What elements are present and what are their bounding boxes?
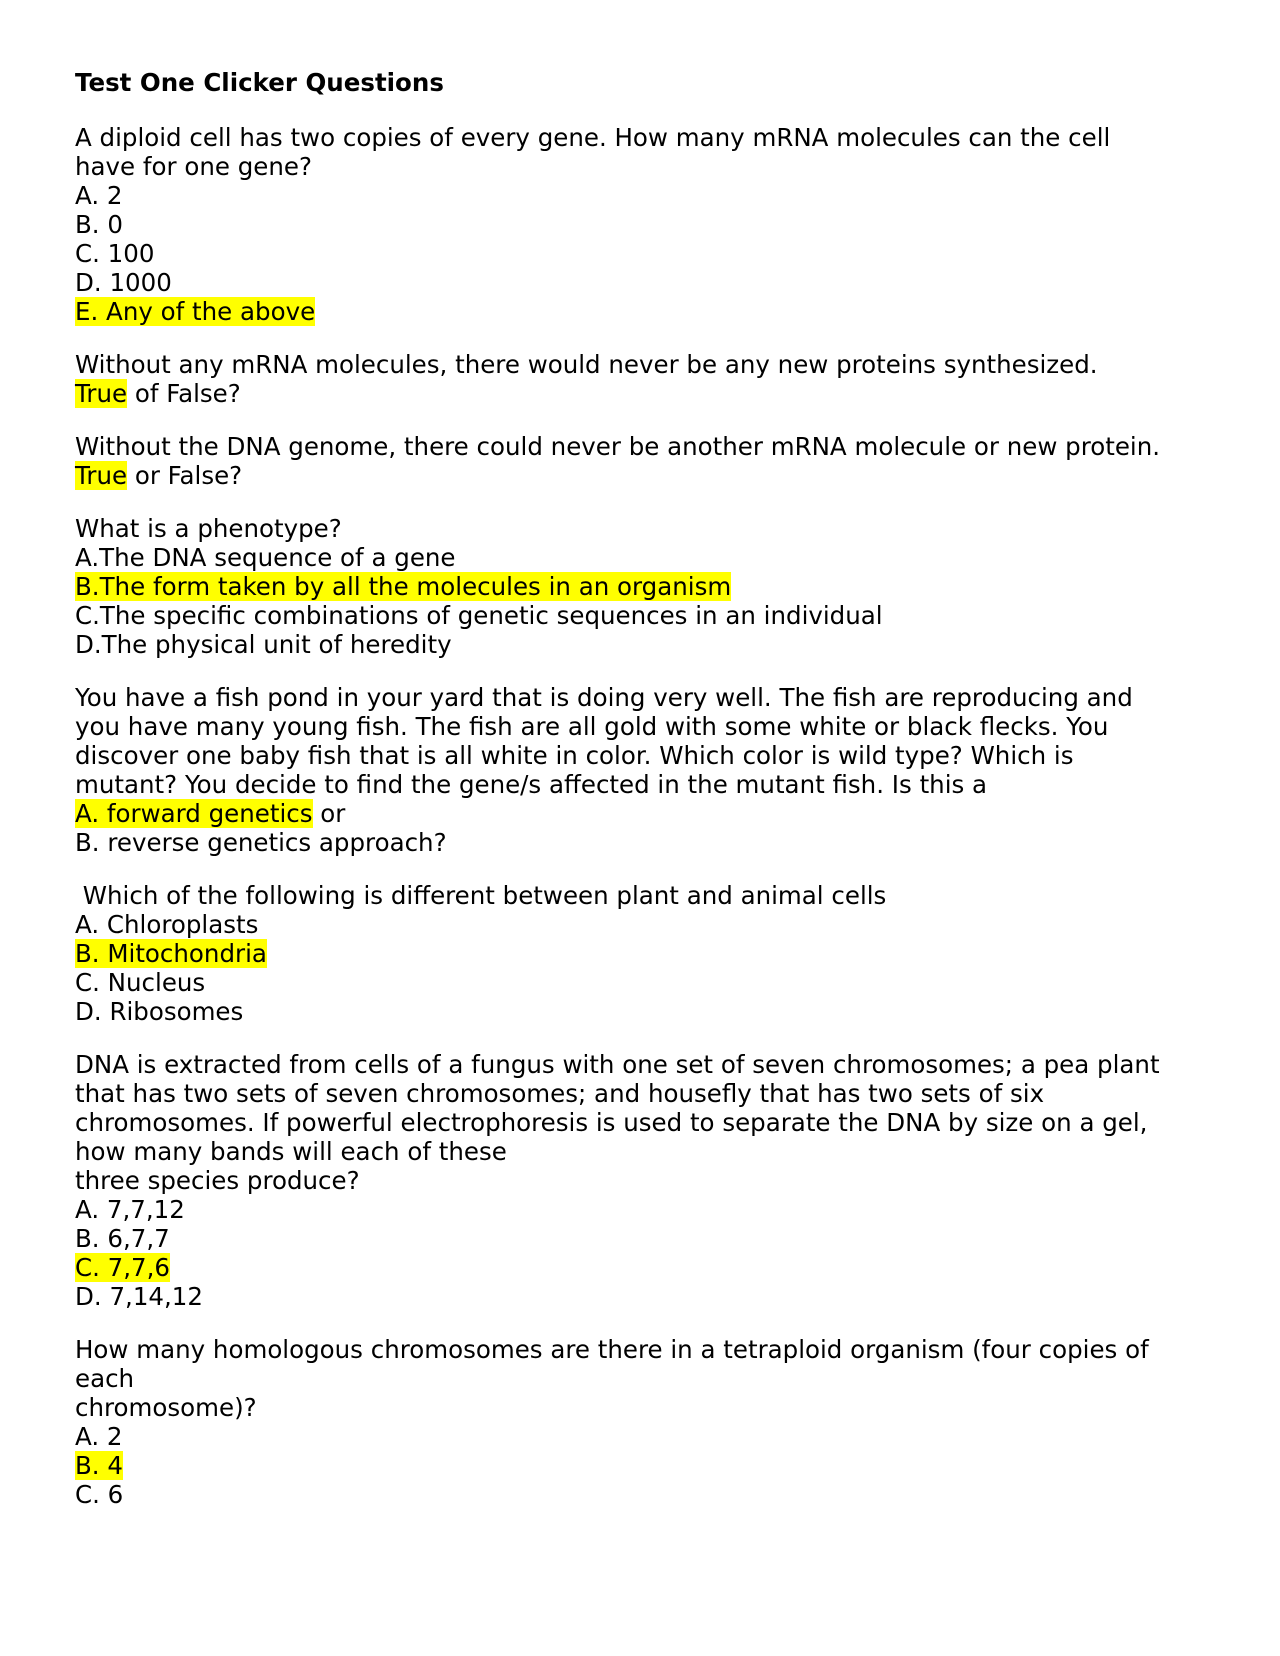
- question-line: [75, 1282, 1215, 1311]
- text-segment: D.The physical unit of heredity: [75, 630, 452, 659]
- text-segment: D. Ribosomes: [75, 997, 244, 1026]
- question-line: [75, 741, 1215, 770]
- question-line: [75, 1224, 1215, 1253]
- question-line: [75, 1050, 1215, 1079]
- text-segment: three species produce?: [75, 1166, 360, 1195]
- question-line: [75, 181, 1215, 210]
- highlighted-answer: C. 7,7,6: [75, 1253, 171, 1282]
- question-line: [75, 683, 1215, 712]
- question-line: [75, 1422, 1215, 1451]
- text-segment: discover one baby fish that is all white in color. Which color is wild type? Which is: [75, 741, 1074, 770]
- question-line: [75, 1108, 1215, 1137]
- question-line: [75, 239, 1215, 268]
- text-segment: C.The specific combinations of genetic sequences in an individual: [75, 601, 883, 630]
- document-page: [75, 68, 1215, 1533]
- question-line: [75, 601, 1215, 630]
- question-line: [75, 712, 1215, 741]
- page-title: Test One Clicker Questions: [75, 68, 444, 97]
- text-segment: What is a phenotype?: [75, 514, 342, 543]
- text-segment: that has two sets of seven chromosomes; and housefly that has two sets of six: [75, 1079, 1045, 1108]
- question-block: [75, 683, 1215, 857]
- question-line: [75, 968, 1215, 997]
- text-segment: A. Chloroplasts: [75, 910, 259, 939]
- text-segment: how many bands will each of these: [75, 1137, 507, 1166]
- question-line: [75, 997, 1215, 1026]
- question-block: [75, 1050, 1215, 1311]
- text-segment: A. 7,7,12: [75, 1195, 185, 1224]
- highlighted-answer: True: [75, 461, 128, 490]
- question-line: [75, 379, 1215, 408]
- question-line: [75, 828, 1215, 857]
- text-segment: chromosome)?: [75, 1393, 257, 1422]
- question-line: [75, 297, 1215, 326]
- question-line: [75, 1195, 1215, 1224]
- text-segment: Without the DNA genome, there could never be another mRNA molecule or new protein.: [75, 432, 1161, 461]
- question-block: [75, 432, 1215, 490]
- question-block: [75, 350, 1215, 408]
- question-line: [75, 939, 1215, 968]
- question-line: [75, 572, 1215, 601]
- question-block: [75, 881, 1215, 1026]
- highlighted-answer: B. 4: [75, 1451, 123, 1480]
- question-line: [75, 1079, 1215, 1108]
- question-line: [75, 514, 1215, 543]
- question-block: [75, 514, 1215, 659]
- text-segment: C. 100: [75, 239, 155, 268]
- question-line: [75, 1137, 1215, 1166]
- question-block: [75, 1335, 1215, 1509]
- question-block: [75, 123, 1215, 326]
- question-line: [75, 1393, 1215, 1422]
- text-segment: of False?: [127, 379, 241, 408]
- question-line: [75, 1451, 1215, 1480]
- text-segment: B. 6,7,7: [75, 1224, 170, 1253]
- question-line: [75, 1364, 1215, 1393]
- text-segment: How many homologous chromosomes are there in a tetraploid organism (four copies of: [75, 1335, 1149, 1364]
- text-segment: DNA is extracted from cells of a fungus with one set of seven chromosomes; a pea plant: [75, 1050, 1160, 1079]
- question-line: [75, 210, 1215, 239]
- text-segment: A. 2: [75, 181, 123, 210]
- text-segment: A. 2: [75, 1422, 123, 1451]
- highlighted-answer: B. Mitochondria: [75, 939, 267, 968]
- text-segment: or: [312, 799, 346, 828]
- text-segment: chromosomes. If powerful electrophoresis is used to separate the DNA by size on a gel,: [75, 1108, 1148, 1137]
- question-list: [75, 123, 1215, 1509]
- question-line: [75, 770, 1215, 799]
- text-segment: mutant? You decide to find the gene/s affected in the mutant fish. Is this a: [75, 770, 988, 799]
- question-line: [75, 461, 1215, 490]
- question-line: [75, 630, 1215, 659]
- question-line: [75, 350, 1215, 379]
- question-line: [75, 881, 1215, 910]
- text-segment: have for one gene?: [75, 152, 312, 181]
- highlighted-answer: A. forward genetics: [75, 799, 313, 828]
- question-line: [75, 268, 1215, 297]
- text-segment: C. Nucleus: [75, 968, 206, 997]
- question-line: [75, 1335, 1215, 1364]
- text-segment: B. 0: [75, 210, 123, 239]
- highlighted-answer: E. Any of the above: [75, 297, 316, 326]
- highlighted-answer: True: [75, 379, 128, 408]
- text-segment: A.The DNA sequence of a gene: [75, 543, 456, 572]
- question-line: [75, 1166, 1215, 1195]
- question-line: [75, 432, 1215, 461]
- text-segment: D. 7,14,12: [75, 1282, 203, 1311]
- question-line: [75, 1253, 1215, 1282]
- text-segment: You have a fish pond in your yard that is doing very well. The fish are reproducing and: [75, 683, 1133, 712]
- question-line: [75, 152, 1215, 181]
- text-segment: each: [75, 1364, 135, 1393]
- question-line: [75, 799, 1215, 828]
- question-line: [75, 543, 1215, 572]
- text-segment: or False?: [127, 461, 243, 490]
- text-segment: A diploid cell has two copies of every gene. How many mRNA molecules can the cell: [75, 123, 1111, 152]
- question-line: [75, 910, 1215, 939]
- text-segment: Which of the following is different between plant and animal cells: [75, 881, 887, 910]
- text-segment: Without any mRNA molecules, there would never be any new proteins synthesized.: [75, 350, 1098, 379]
- highlighted-answer: B.The form taken by all the molecules in an organism: [75, 572, 732, 601]
- text-segment: D. 1000: [75, 268, 172, 297]
- text-segment: B. reverse genetics approach?: [75, 828, 447, 857]
- question-line: [75, 1480, 1215, 1509]
- text-segment: you have many young fish. The fish are all gold with some white or black flecks. You: [75, 712, 1109, 741]
- text-segment: C. 6: [75, 1480, 124, 1509]
- question-line: [75, 123, 1215, 152]
